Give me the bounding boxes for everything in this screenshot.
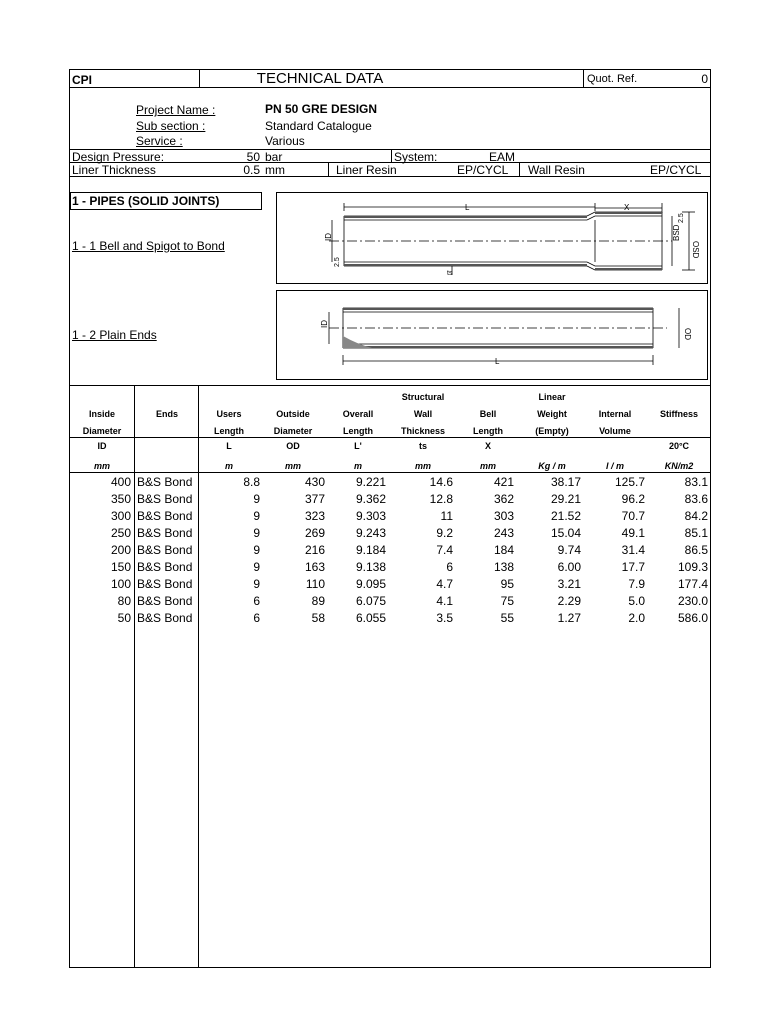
table-cell: 9 [253,543,260,557]
table-cell: 125.7 [614,475,645,489]
column-header-text: Linear [538,392,566,402]
column-header-text: Ends [155,409,178,419]
column-header-text: Structural [401,392,445,402]
table-cell: 9.303 [355,509,386,523]
column-header-text: mm [414,461,431,471]
table-cell: 3.21 [557,577,581,591]
column-header-text: Length [214,426,244,436]
column-header-text: Outside [276,409,310,419]
table-cell: 6 [446,560,453,574]
table-cell: 9.74 [557,543,581,557]
table-cell: 421 [493,475,514,489]
design-pressure-label: Design Pressure: [72,150,165,164]
column-header-text: Internal [598,409,632,419]
column-header-text: ts [418,441,427,451]
design-col-divider [519,162,520,176]
project-name-label: Project Name : [136,103,216,117]
table-cell: 17.7 [621,560,645,574]
table-cell: 9 [253,560,260,574]
table-cell: 3.5 [436,611,453,625]
page-title: TECHNICAL DATA [256,70,384,87]
wall-resin-value: EP/CYCL [650,163,702,177]
table-row [70,525,710,542]
table-row [70,559,710,576]
column-header-text: l / m [605,461,624,471]
table-cell: 6.075 [355,594,386,608]
section-title: 1 - PIPES (SOLID JOINTS) [72,194,220,208]
table-cell: 9 [253,577,260,591]
bell-dim-2-5a: 2.5 [334,257,341,267]
table-cell: 400 [110,475,131,489]
bell-dim-2-5b: 2.5 [678,213,685,223]
bell-spigot-diagram [276,192,708,284]
table-cell: 84.2 [684,509,708,523]
table-cell: B&S Bond [137,509,193,523]
table-cell: 6.00 [557,560,581,574]
table-cell: 9.095 [355,577,386,591]
table-cell: 7.4 [436,543,453,557]
table-cell: 85.1 [684,526,708,540]
plain-ends-drawing [277,291,707,379]
table-cell: 14.6 [429,475,453,489]
column-header-text: 20°C [668,441,690,451]
table-cell: 109.3 [677,560,708,574]
table-cell: 586.0 [677,611,708,625]
table-cell: B&S Bond [137,492,193,506]
bell-dim-id: ID [324,233,333,241]
column-header-text: Kg / m [538,461,566,471]
table-cell: 323 [304,509,325,523]
plain-dim-id: ID [320,320,329,328]
table-cell: 163 [304,560,325,574]
table-cell: 6 [253,611,260,625]
design-pressure-unit: bar [265,150,283,164]
table-cell: 9.362 [355,492,386,506]
table-cell: B&S Bond [137,543,193,557]
table-cell: 9.138 [355,560,386,574]
table-cell: B&S Bond [137,475,193,489]
column-header-text: Inside [88,409,115,419]
table-cell: B&S Bond [137,526,193,540]
column-header-text: m [224,461,233,471]
liner-thickness-unit: mm [265,163,285,177]
table-cell: 7.9 [628,577,645,591]
table-cell: 31.4 [621,543,645,557]
bell-spigot-drawing [277,193,707,283]
table-cell: 29.21 [550,492,581,506]
table-cell: 5.0 [628,594,645,608]
table-cell: 4.1 [436,594,453,608]
plain-dim-od: OD [683,328,692,340]
column-header-text: (Empty) [535,426,569,436]
service-label: Service : [136,134,183,148]
table-cell: B&S Bond [137,611,193,625]
plain-ends-diagram [276,290,708,380]
design-pressure-value: 50 [246,150,260,164]
table-cell: 9.2 [436,526,453,540]
table-cell: 89 [311,594,325,608]
column-header-text: OD [286,441,300,451]
column-header-text: Length [473,426,503,436]
table-cell: 83.6 [684,492,708,506]
column-header-text: Overall [342,409,374,419]
table-cell: 9.243 [355,526,386,540]
table-cell: B&S Bond [137,594,193,608]
system-value: EAM [489,150,516,164]
column-header-text: KN/m2 [664,461,694,471]
table-cell: 110 [305,577,325,591]
table-cell: 2.29 [557,594,581,608]
service-value: Various [265,134,305,148]
column-header-text: Users [216,409,242,419]
column-header-text: mm [479,461,496,471]
column-header-text: Volume [599,426,631,436]
column-header-text: X [484,441,491,451]
table-cell: 12.8 [429,492,453,506]
table-cell: 96.2 [621,492,645,506]
table-cell: 303 [493,509,514,523]
sub-section-value: Standard Catalogue [265,119,372,133]
header-col-divider [583,69,584,87]
table-cell: 300 [110,509,131,523]
table-cell: 6.055 [355,611,386,625]
column-header-text: Weight [537,409,567,419]
table-cell: 184 [493,543,514,557]
quot-ref-label: Quot. Ref. [587,73,638,85]
table-cell: 86.5 [684,543,708,557]
bell-dim-bsd: BSD [672,224,681,241]
table-cell: 150 [110,560,131,574]
table-cell: 138 [493,560,514,574]
bell-dim-x: X [624,203,630,212]
plain-dim-l: L [495,357,500,366]
table-cell: 350 [110,492,131,506]
table-cell: 8.8 [243,475,260,489]
table-body-divider [69,472,711,473]
table-cell: 177.4 [677,577,708,591]
column-header-text: Length [343,426,373,436]
table-cell: 250 [110,526,131,540]
company-name: CPI [72,73,93,87]
table-cell: 75 [500,594,514,608]
table-cell: 430 [304,475,325,489]
subsection-bell-spigot: 1 - 1 Bell and Spigot to Bond [72,239,225,253]
table-cell: 200 [110,543,131,557]
project-name-value: PN 50 GRE DESIGN [265,102,378,116]
design-col-divider [391,149,392,162]
table-row [70,593,710,610]
sub-section-label: Sub section : [136,119,206,133]
liner-resin-value: EP/CYCL [457,163,509,177]
column-header-text: mm [93,461,110,471]
table-row [70,474,710,491]
table-cell: 6 [253,594,260,608]
header-divider [69,87,711,88]
column-header-text: L [226,441,232,451]
table-cell: 9 [253,526,260,540]
table-row [70,491,710,508]
table-row [70,576,710,593]
table-cell: 9.221 [355,475,386,489]
liner-thickness-label: Liner Thickness [72,163,156,177]
system-label: System: [394,150,438,164]
table-row [70,542,710,559]
table-cell: 55 [500,611,514,625]
table-cell: 100 [110,577,131,591]
table-cell: 9 [253,492,260,506]
bell-dim-l: L [465,203,470,212]
table-cell: B&S Bond [137,560,193,574]
column-header-text: Stiffness [659,409,698,419]
subsection-plain-ends: 1 - 2 Plain Ends [72,328,157,342]
design-col-divider [328,162,329,176]
table-cell: 1.27 [557,611,581,625]
column-header-text: ID [97,441,107,451]
liner-thickness-value: 0.5 [243,163,260,177]
table-row [70,610,710,627]
table-cell: 95 [500,577,514,591]
bell-dim-osd: OSD [691,241,700,259]
table-cell: 2.0 [628,611,645,625]
column-header-text: Wall [413,409,433,419]
column-header-text: m [353,461,362,471]
column-header-text: L' [354,441,362,451]
table-cell: 83.1 [684,475,708,489]
wall-resin-label: Wall Resin [528,163,585,177]
table-cell: 216 [304,543,325,557]
table-cell: 80 [117,594,131,608]
table-cell: 15.04 [550,526,581,540]
liner-resin-label: Liner Resin [336,163,397,177]
bell-dim-ts: ts [447,270,453,277]
table-header-divider [69,437,711,438]
table-cell: 49.1 [621,526,645,540]
table-cell: 377 [304,492,325,506]
design-divider-top [69,149,711,150]
table-cell: 9.184 [355,543,386,557]
table-cell: 70.7 [621,509,645,523]
column-header-text: Diameter [273,426,313,436]
column-header-text: Thickness [400,426,446,436]
column-header-text: Bell [479,409,497,419]
table-cell: 50 [117,611,131,625]
table-cell: 269 [304,526,325,540]
table-cell: 4.7 [436,577,453,591]
table-cell: 58 [311,611,325,625]
table-cell: 243 [493,526,514,540]
table-cell: 11 [440,509,453,523]
column-header-text: mm [284,461,301,471]
column-header-text: Diameter [82,426,122,436]
design-divider-bottom [69,176,711,177]
table-cell: 21.52 [550,509,581,523]
table-cell: 38.17 [550,475,581,489]
quot-ref-value: 0 [701,72,708,86]
table-cell: 230.0 [677,594,708,608]
table-row [70,508,710,525]
table-cell: 362 [493,492,514,506]
table-top-border [69,385,711,386]
table-cell: B&S Bond [137,577,193,591]
table-cell: 9 [253,509,260,523]
